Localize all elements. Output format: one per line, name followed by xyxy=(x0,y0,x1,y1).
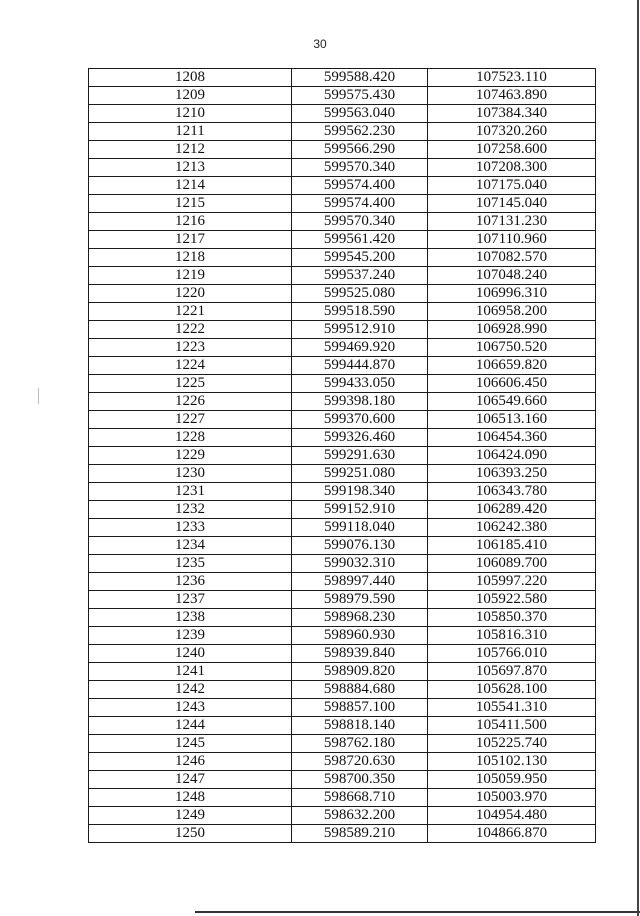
y-coordinate-cell: 105225.740 xyxy=(428,735,596,753)
x-coordinate-cell: 599545.200 xyxy=(292,249,428,267)
x-coordinate-cell: 599518.590 xyxy=(292,303,428,321)
point-number-cell: 1242 xyxy=(89,681,292,699)
y-coordinate-cell: 106289.420 xyxy=(428,501,596,519)
point-number-cell: 1216 xyxy=(89,213,292,231)
y-coordinate-cell: 107258.600 xyxy=(428,141,596,159)
point-number-cell: 1249 xyxy=(89,807,292,825)
point-number-cell: 1211 xyxy=(89,123,292,141)
table-row xyxy=(89,555,596,573)
x-coordinate-cell: 599563.040 xyxy=(292,105,428,123)
y-coordinate-cell: 106454.360 xyxy=(428,429,596,447)
x-coordinate-cell: 598884.680 xyxy=(292,681,428,699)
table-row xyxy=(89,483,596,501)
x-coordinate-cell: 598668.710 xyxy=(292,789,428,807)
y-coordinate-cell: 107208.300 xyxy=(428,159,596,177)
table-row xyxy=(89,753,596,771)
scan-edge-bottom xyxy=(195,911,640,913)
x-coordinate-cell: 599588.420 xyxy=(292,69,428,87)
x-coordinate-cell: 599076.130 xyxy=(292,537,428,555)
point-number-cell: 1218 xyxy=(89,249,292,267)
y-coordinate-cell: 106343.780 xyxy=(428,483,596,501)
y-coordinate-cell: 105997.220 xyxy=(428,573,596,591)
y-coordinate-cell: 105922.580 xyxy=(428,591,596,609)
x-coordinate-cell: 599291.630 xyxy=(292,447,428,465)
x-coordinate-cell: 599525.080 xyxy=(292,285,428,303)
x-coordinate-cell: 599032.310 xyxy=(292,555,428,573)
x-coordinate-cell: 599326.460 xyxy=(292,429,428,447)
table-row xyxy=(89,825,596,843)
table-row xyxy=(89,303,596,321)
table-row xyxy=(89,519,596,537)
x-coordinate-cell: 599570.340 xyxy=(292,213,428,231)
y-coordinate-cell: 105628.100 xyxy=(428,681,596,699)
table-row xyxy=(89,645,596,663)
point-number-cell: 1229 xyxy=(89,447,292,465)
y-coordinate-cell: 105411.500 xyxy=(428,717,596,735)
x-coordinate-cell: 599444.870 xyxy=(292,357,428,375)
x-coordinate-cell: 599575.430 xyxy=(292,87,428,105)
coordinates-table-body xyxy=(89,69,596,843)
table-row xyxy=(89,537,596,555)
point-number-cell: 1238 xyxy=(89,609,292,627)
point-number-cell: 1217 xyxy=(89,231,292,249)
table-row xyxy=(89,393,596,411)
table-row xyxy=(89,735,596,753)
x-coordinate-cell: 598979.590 xyxy=(292,591,428,609)
x-coordinate-cell: 599566.290 xyxy=(292,141,428,159)
table-row xyxy=(89,717,596,735)
x-coordinate-cell: 598997.440 xyxy=(292,573,428,591)
y-coordinate-cell: 106185.410 xyxy=(428,537,596,555)
table-row xyxy=(89,321,596,339)
point-number-cell: 1244 xyxy=(89,717,292,735)
y-coordinate-cell: 107082.570 xyxy=(428,249,596,267)
x-coordinate-cell: 599370.600 xyxy=(292,411,428,429)
x-coordinate-cell: 598762.180 xyxy=(292,735,428,753)
y-coordinate-cell: 105059.950 xyxy=(428,771,596,789)
x-coordinate-cell: 598818.140 xyxy=(292,717,428,735)
point-number-cell: 1245 xyxy=(89,735,292,753)
table-row xyxy=(89,447,596,465)
y-coordinate-cell: 104866.870 xyxy=(428,825,596,843)
point-number-cell: 1219 xyxy=(89,267,292,285)
table-row xyxy=(89,627,596,645)
x-coordinate-cell: 599561.420 xyxy=(292,231,428,249)
point-number-cell: 1212 xyxy=(89,141,292,159)
point-number-cell: 1232 xyxy=(89,501,292,519)
y-coordinate-cell: 107048.240 xyxy=(428,267,596,285)
point-number-cell: 1228 xyxy=(89,429,292,447)
y-coordinate-cell: 105003.970 xyxy=(428,789,596,807)
y-coordinate-cell: 106958.200 xyxy=(428,303,596,321)
x-coordinate-cell: 598589.210 xyxy=(292,825,428,843)
table-row xyxy=(89,267,596,285)
x-coordinate-cell: 599570.340 xyxy=(292,159,428,177)
y-coordinate-cell: 106242.380 xyxy=(428,519,596,537)
table-row xyxy=(89,87,596,105)
table-row xyxy=(89,609,596,627)
table-row xyxy=(89,159,596,177)
point-number-cell: 1222 xyxy=(89,321,292,339)
x-coordinate-cell: 598939.840 xyxy=(292,645,428,663)
point-number-cell: 1237 xyxy=(89,591,292,609)
y-coordinate-cell: 105816.310 xyxy=(428,627,596,645)
y-coordinate-cell: 104954.480 xyxy=(428,807,596,825)
point-number-cell: 1221 xyxy=(89,303,292,321)
point-number-cell: 1208 xyxy=(89,69,292,87)
table-row xyxy=(89,789,596,807)
point-number-cell: 1234 xyxy=(89,537,292,555)
x-coordinate-cell: 599574.400 xyxy=(292,177,428,195)
point-number-cell: 1230 xyxy=(89,465,292,483)
point-number-cell: 1220 xyxy=(89,285,292,303)
x-coordinate-cell: 599469.920 xyxy=(292,339,428,357)
point-number-cell: 1226 xyxy=(89,393,292,411)
x-coordinate-cell: 599537.240 xyxy=(292,267,428,285)
y-coordinate-cell: 106549.660 xyxy=(428,393,596,411)
point-number-cell: 1243 xyxy=(89,699,292,717)
x-coordinate-cell: 598720.630 xyxy=(292,753,428,771)
table-row xyxy=(89,249,596,267)
table-row xyxy=(89,771,596,789)
y-coordinate-cell: 105541.310 xyxy=(428,699,596,717)
x-coordinate-cell: 598909.820 xyxy=(292,663,428,681)
y-coordinate-cell: 105697.870 xyxy=(428,663,596,681)
point-number-cell: 1231 xyxy=(89,483,292,501)
point-number-cell: 1223 xyxy=(89,339,292,357)
table-row xyxy=(89,357,596,375)
y-coordinate-cell: 106513.160 xyxy=(428,411,596,429)
x-coordinate-cell: 599562.230 xyxy=(292,123,428,141)
y-coordinate-cell: 106928.990 xyxy=(428,321,596,339)
y-coordinate-cell: 107175.040 xyxy=(428,177,596,195)
y-coordinate-cell: 106393.250 xyxy=(428,465,596,483)
y-coordinate-cell: 105850.370 xyxy=(428,609,596,627)
table-row xyxy=(89,105,596,123)
table-row xyxy=(89,213,596,231)
table-row xyxy=(89,573,596,591)
table-row xyxy=(89,699,596,717)
table-row xyxy=(89,69,596,87)
y-coordinate-cell: 105102.130 xyxy=(428,753,596,771)
x-coordinate-cell: 599118.040 xyxy=(292,519,428,537)
point-number-cell: 1246 xyxy=(89,753,292,771)
table-row xyxy=(89,411,596,429)
y-coordinate-cell: 107384.340 xyxy=(428,105,596,123)
x-coordinate-cell: 598632.200 xyxy=(292,807,428,825)
point-number-cell: 1214 xyxy=(89,177,292,195)
point-number-cell: 1247 xyxy=(89,771,292,789)
scan-edge-right xyxy=(637,0,639,916)
table-row xyxy=(89,663,596,681)
table-row xyxy=(89,339,596,357)
x-coordinate-cell: 598960.930 xyxy=(292,627,428,645)
table-row xyxy=(89,807,596,825)
point-number-cell: 1210 xyxy=(89,105,292,123)
scan-mark xyxy=(38,388,39,404)
x-coordinate-cell: 599251.080 xyxy=(292,465,428,483)
table-row xyxy=(89,429,596,447)
y-coordinate-cell: 107523.110 xyxy=(428,69,596,87)
table-row xyxy=(89,375,596,393)
table-row xyxy=(89,231,596,249)
point-number-cell: 1215 xyxy=(89,195,292,213)
point-number-cell: 1224 xyxy=(89,357,292,375)
point-number-cell: 1250 xyxy=(89,825,292,843)
point-number-cell: 1225 xyxy=(89,375,292,393)
y-coordinate-cell: 106750.520 xyxy=(428,339,596,357)
x-coordinate-cell: 599152.910 xyxy=(292,501,428,519)
point-number-cell: 1240 xyxy=(89,645,292,663)
y-coordinate-cell: 107131.230 xyxy=(428,213,596,231)
x-coordinate-cell: 599512.910 xyxy=(292,321,428,339)
table-row xyxy=(89,177,596,195)
y-coordinate-cell: 107320.260 xyxy=(428,123,596,141)
point-number-cell: 1236 xyxy=(89,573,292,591)
table-row xyxy=(89,681,596,699)
x-coordinate-cell: 599433.050 xyxy=(292,375,428,393)
point-number-cell: 1213 xyxy=(89,159,292,177)
x-coordinate-cell: 598968.230 xyxy=(292,609,428,627)
y-coordinate-cell: 106089.700 xyxy=(428,555,596,573)
x-coordinate-cell: 598857.100 xyxy=(292,699,428,717)
y-coordinate-cell: 107463.890 xyxy=(428,87,596,105)
table-row xyxy=(89,501,596,519)
coordinates-table xyxy=(88,68,596,843)
table-row xyxy=(89,465,596,483)
point-number-cell: 1235 xyxy=(89,555,292,573)
table-row xyxy=(89,141,596,159)
y-coordinate-cell: 107145.040 xyxy=(428,195,596,213)
y-coordinate-cell: 106606.450 xyxy=(428,375,596,393)
page-number: 30 xyxy=(313,37,327,51)
y-coordinate-cell: 106424.090 xyxy=(428,447,596,465)
y-coordinate-cell: 105766.010 xyxy=(428,645,596,663)
table-row xyxy=(89,195,596,213)
point-number-cell: 1227 xyxy=(89,411,292,429)
point-number-cell: 1239 xyxy=(89,627,292,645)
x-coordinate-cell: 599198.340 xyxy=(292,483,428,501)
x-coordinate-cell: 599574.400 xyxy=(292,195,428,213)
point-number-cell: 1209 xyxy=(89,87,292,105)
table-row xyxy=(89,285,596,303)
table-row xyxy=(89,123,596,141)
point-number-cell: 1248 xyxy=(89,789,292,807)
x-coordinate-cell: 598700.350 xyxy=(292,771,428,789)
point-number-cell: 1241 xyxy=(89,663,292,681)
x-coordinate-cell: 599398.180 xyxy=(292,393,428,411)
y-coordinate-cell: 106659.820 xyxy=(428,357,596,375)
table-row xyxy=(89,591,596,609)
y-coordinate-cell: 107110.960 xyxy=(428,231,596,249)
point-number-cell: 1233 xyxy=(89,519,292,537)
y-coordinate-cell: 106996.310 xyxy=(428,285,596,303)
